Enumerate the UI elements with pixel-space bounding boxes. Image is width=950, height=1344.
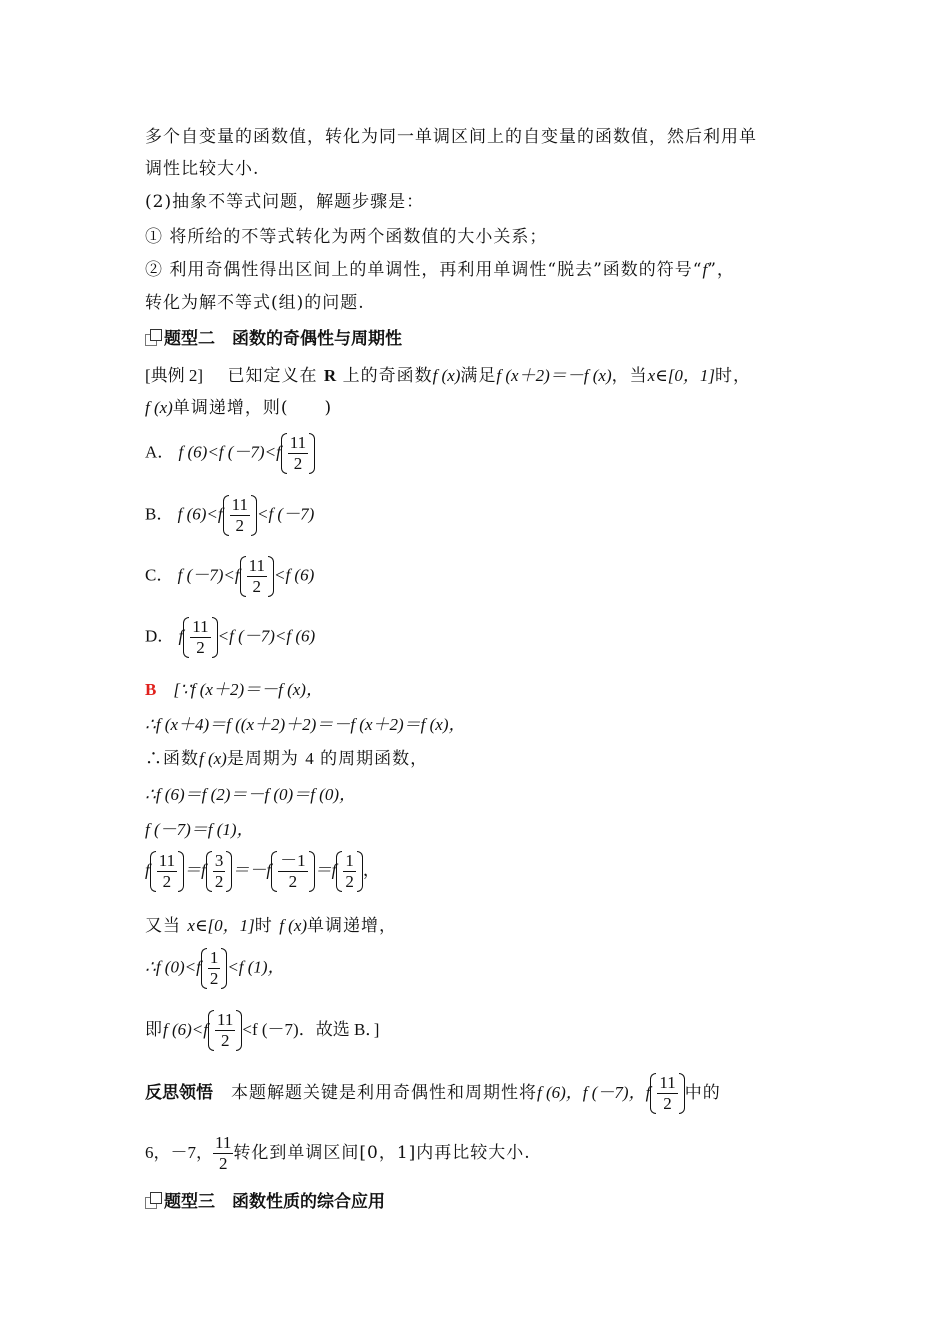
solution-line-4: ∴f (6)＝f (2)＝－f (0)＝f (0)， (145, 785, 356, 804)
option-a: A． f (6)<f (－7)<f $\frac{11}{2}$ (145, 433, 315, 474)
step-1: ① 将所给的不等式转化为两个函数值的大小关系； (145, 227, 548, 247)
solution-line-9: 即f (6)<f $\frac{11}{2}$ <f (－7)．故选 B．] (145, 1010, 380, 1050)
intro-line-1: 多个自变量的函数值，转化为同一单调区间上的自变量的函数值，然后利用单 (145, 127, 757, 147)
example-line-1: [典例 2] 已知定义在 R 上的奇函数f (x)满足f (x＋2)＝－f (x)，当x∈[0，1]时， (145, 366, 751, 386)
paren-group: $\frac{11}{2}$ (183, 617, 217, 658)
solution-line-7: 又当 x∈[0，1]时 f (x)单调递增， (145, 916, 398, 936)
solution-line-2: ∴f (x＋4)＝f ((x＋2)＋2)＝－f (x＋2)＝f (x)， (145, 715, 466, 734)
option-d: D． f $\frac{11}{2}$ <f (－7)<f (6) (145, 617, 316, 657)
step-2: ② 利用奇偶性得出区间上的单调性，再利用单调性“脱去”函数的符号“f”， (145, 260, 735, 280)
solution-line-5: f (－7)＝f (1)， (145, 820, 254, 839)
solution-line-1: B [∵f (x＋2)＝－f (x)， (145, 680, 323, 699)
step-heading: (2)抽象不等式问题，解题步骤是： (145, 192, 425, 212)
solution-line-6: f $\frac{11}{2}$ ＝f $\frac{3}{2}$ ＝－f $\frac{-1}{2}$ ＝f $\frac{1}{2}$ ， (145, 851, 380, 891)
section-2-heading: 题型二 函数的奇偶性与周期性 (145, 327, 402, 351)
option-b: B． f (6)<f $\frac{11}{2}$ <f (－7) (145, 495, 315, 535)
paren-group: $\frac{11}{2}$ (281, 433, 315, 474)
step-2-cont: 转化为解不等式(组)的问题. (145, 293, 365, 313)
reflection-line-2: 6，－7， $\frac{11}{2}$ 转化到单调区间[0，1]内再比较大小. (145, 1133, 531, 1173)
option-c: C． f (－7)<f $\frac{11}{2}$ <f (6) (145, 556, 315, 596)
section-square-icon (145, 329, 163, 347)
example-line-2: f (x)单调递增，则( ) (145, 398, 333, 418)
paren-group: $\frac{11}{2}$ (223, 495, 257, 536)
section-square-icon (145, 1192, 163, 1210)
reflection-line-1: 反思领悟 本题解题关键是利用奇偶性和周期性将f (6)，f (－7)，f $\frac{11}{2}$ 中的 (145, 1073, 721, 1113)
answer-letter: B (145, 680, 157, 699)
solution-line-3: ∴函数f (x)是周期为 4 的周期函数， (145, 749, 429, 769)
paren-group: $\frac{11}{2}$ (240, 556, 274, 597)
section-3-heading: 题型三 函数性质的综合应用 (145, 1190, 385, 1214)
solution-line-8: ∴f (0)<f $\frac{1}{2}$ <f (1)， (145, 948, 285, 988)
intro-line-2: 调性比较大小. (145, 159, 260, 179)
